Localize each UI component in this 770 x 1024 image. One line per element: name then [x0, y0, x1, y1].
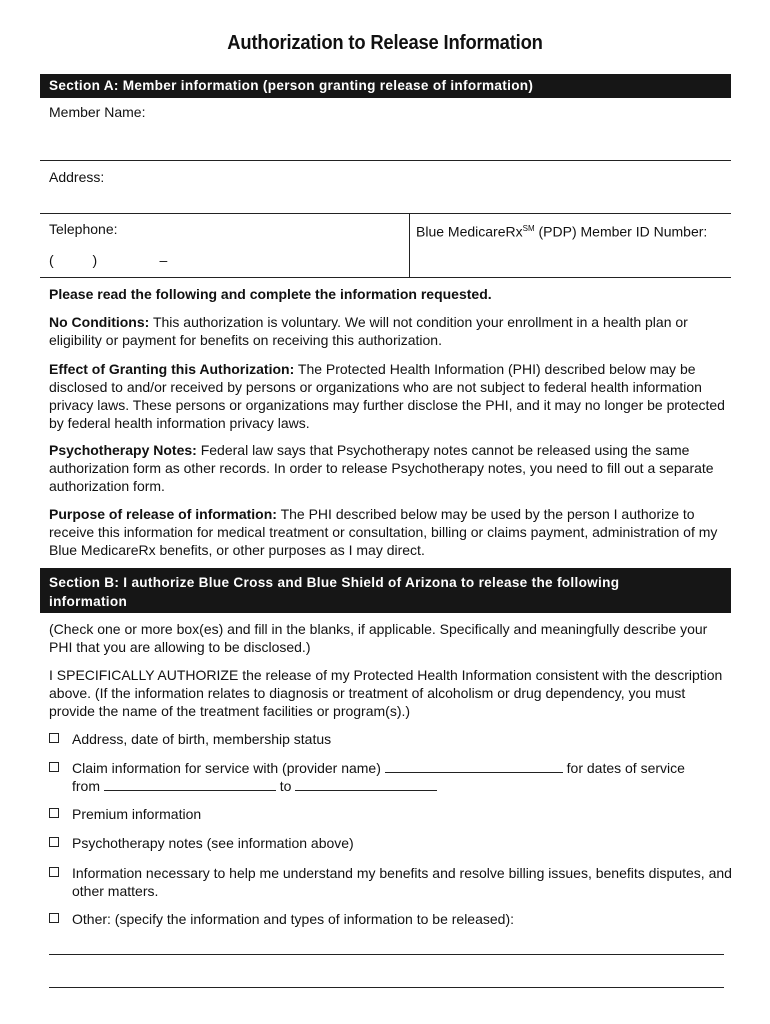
checkbox-address[interactable] [49, 733, 59, 743]
address-label: Address: [49, 169, 105, 185]
option-benefits-label: Information necessary to help me understand my benefits and resolve billing issues, benefits disputes, and other matters. [72, 865, 732, 899]
to-date-field[interactable] [295, 777, 437, 791]
purpose-paragraph: Purpose of release of information: The PHI described below may be used by the person I authorize to receive this information for medical treatment or consultation, billing or claims payment, administration of my Blue MedicareRx benefits, or other purposes as I may direct. [49, 506, 718, 558]
telephone-label: Telephone: [49, 221, 118, 237]
member-id-label: Blue MedicareRx℠ (PDP) Member ID Number: [416, 223, 708, 240]
section-b-header-line2: information [49, 594, 128, 609]
provider-name-field[interactable] [385, 759, 563, 773]
effect-paragraph: Effect of Granting this Authorization: The Protected Health Information (PHI) described below may be disclosed to and/or received by persons or organizations who are not subject to federal health information privacy laws. These persons or organizations may further disclose the PHI, and it may no longer be protected by federal health information privacy laws. [49, 361, 725, 431]
checkbox-other[interactable] [49, 913, 59, 923]
option-claim-label: Claim information for service with (provider name) for dates of service from to [72, 760, 685, 794]
page-title: Authorization to Release Information [227, 32, 543, 54]
no-conditions-paragraph: No Conditions: This authorization is voluntary. We will not condition your enrollment in a health plan or eligibility or payment for benefits on receiving this authorization. [49, 314, 688, 348]
section-b-header [40, 568, 731, 613]
section-a-header [40, 74, 731, 98]
psychotherapy-paragraph: Psychotherapy Notes: Federal law says that Psychotherapy notes cannot be released using the same authorization form as other records. In order to release Psychotherapy notes, you need to fill out a separate authorization form. [49, 442, 714, 494]
authorize-paragraph: I SPECIFICALLY AUTHORIZE the release of my Protected Health Information consistent with the description above. (If the information relates to diagnosis or treatment of alcoholism or drug dependency, you must provide the name of the treatment facilities or program(s).) [49, 667, 723, 719]
read-notice: Please read the following and complete the information requested. [49, 286, 492, 302]
field-divider [409, 213, 410, 277]
option-premium-label: Premium information [72, 806, 202, 822]
checkbox-claim[interactable] [49, 762, 59, 772]
member-name-field[interactable] [40, 160, 731, 161]
other-line-2[interactable] [49, 987, 724, 988]
option-address-label: Address, date of birth, membership status [72, 731, 332, 747]
section-b-header-line1: Section B: I authorize Blue Cross and Blue Shield of Arizona to release the following [49, 575, 620, 590]
member-name-label: Member Name: [49, 104, 146, 120]
telephone-row-bottom-line [40, 277, 731, 278]
option-psychotherapy-label: Psychotherapy notes (see information above) [72, 835, 354, 851]
checkbox-premium[interactable] [49, 808, 59, 818]
other-line-1[interactable] [49, 954, 724, 955]
check-instructions: (Check one or more box(es) and fill in the blanks, if applicable. Specifically and meaningfully describe your PHI that you are allowing to be disclosed.) [49, 621, 708, 655]
from-date-field[interactable] [104, 777, 276, 791]
section-a-header-text: Section A: Member information (person granting release of information) [49, 78, 534, 93]
telephone-field[interactable]: ( ) – [49, 252, 168, 268]
address-field[interactable] [40, 213, 731, 214]
checkbox-psychotherapy[interactable] [49, 837, 59, 847]
option-other-label: Other: (specify the information and types of information to be released): [72, 911, 515, 927]
checkbox-benefits[interactable] [49, 867, 59, 877]
